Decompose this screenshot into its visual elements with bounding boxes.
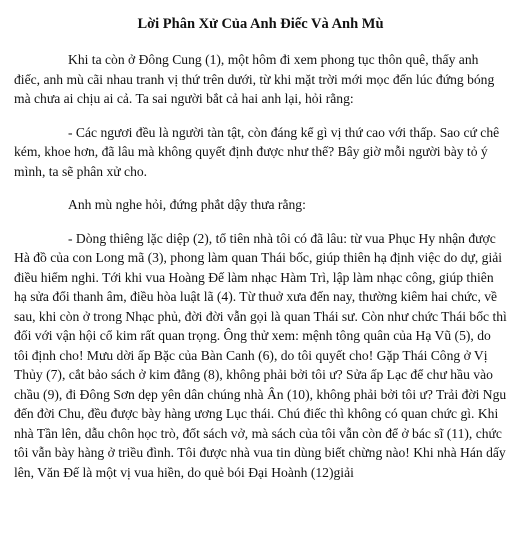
paragraph-intro: Khi ta còn ở Đông Cung (1), một hôm đi xem phong tục thôn quê, thấy anh điếc, anh mù cãi nhau tranh vị thứ trên dưới, từ khi mặt trời mới mọc đến lúc đứng bóng mà chưa ai chịu ai cả. Ta sai người bắt cả hai anh lại, hỏi rằng:	[14, 52, 495, 106]
paragraph-question: - Các ngươi đều là người tàn tật, còn đáng kể gì vị thứ cao với thấp. Sao cứ chê kém, khoe hơn, đã lâu mà không quyết định được như thế? Bây giờ mỗi người bày tỏ ý mình, ta sẽ phân xử cho.	[14, 124, 500, 179]
paragraph-blind-speech: - Dòng thiêng lặc diệp (2), tổ tiên nhà tôi có đã lâu: từ vua Phục Hy nhận được Hà đồ của con Long mã (3), phong làm quan Thái bốc, giúp thiên hạ định việc do dự, giải điều hiểm nghi. Tới khi vua Hoàng Đế làm nhạc Hàm Trì, lập làm nhạc công, giúp thiên hạ sửa đổi thanh âm, điều hòa luật lã (4). Từ thuở xưa đến nay, thường kiêm hai chức, về sau, khi còn ở trong Nhạc phủ, đời đời vẫn gọi là quan Thái sư. Còn như chức Thái bốc thì đối với vận hội cổ kim rất quan trọng. Ông thử xem: mệnh tông quân của Hạ Vũ (5), do tôi định cho! Mưu dời ấp Bặc của Bàn Canh (6), do tôi quyết cho! Gặp Thái Công ở Vị Thủy (7), cắt bảo sách ở kim đằng (8), không phải bởi tôi ư? Sửa ấp Lạc để chư hầu vào chầu (9), đi Đông Sơn dẹp yên dân chúng nhà Ân (10), không phải bởi tôi ư? Trải đời Ngu đến đời Chu, đều được bày hàng ương Lục thái. Chú điếc thì không có quan chức gì. Khi nhà Tần lên, dẫu chôn học trò, đốt sách vở, mà sách của tôi vẫn còn để ở bác sĩ (11), chức tôi vẫn bày hàng ở triều đình. Tôi được nhà vua tin dùng biết chừng nào! Khi nhà Hán dấy lên, Văn Đế là một vị vua hiền, do quẻ bói Đại Hoành (12)giải	[14, 230, 507, 480]
paragraph-blind-rises: Anh mù nghe hỏi, đứng phắt dậy thưa rằng:	[68, 197, 306, 212]
document-title: Lời Phân Xử Của Anh Điếc Và Anh Mù	[137, 16, 384, 32]
